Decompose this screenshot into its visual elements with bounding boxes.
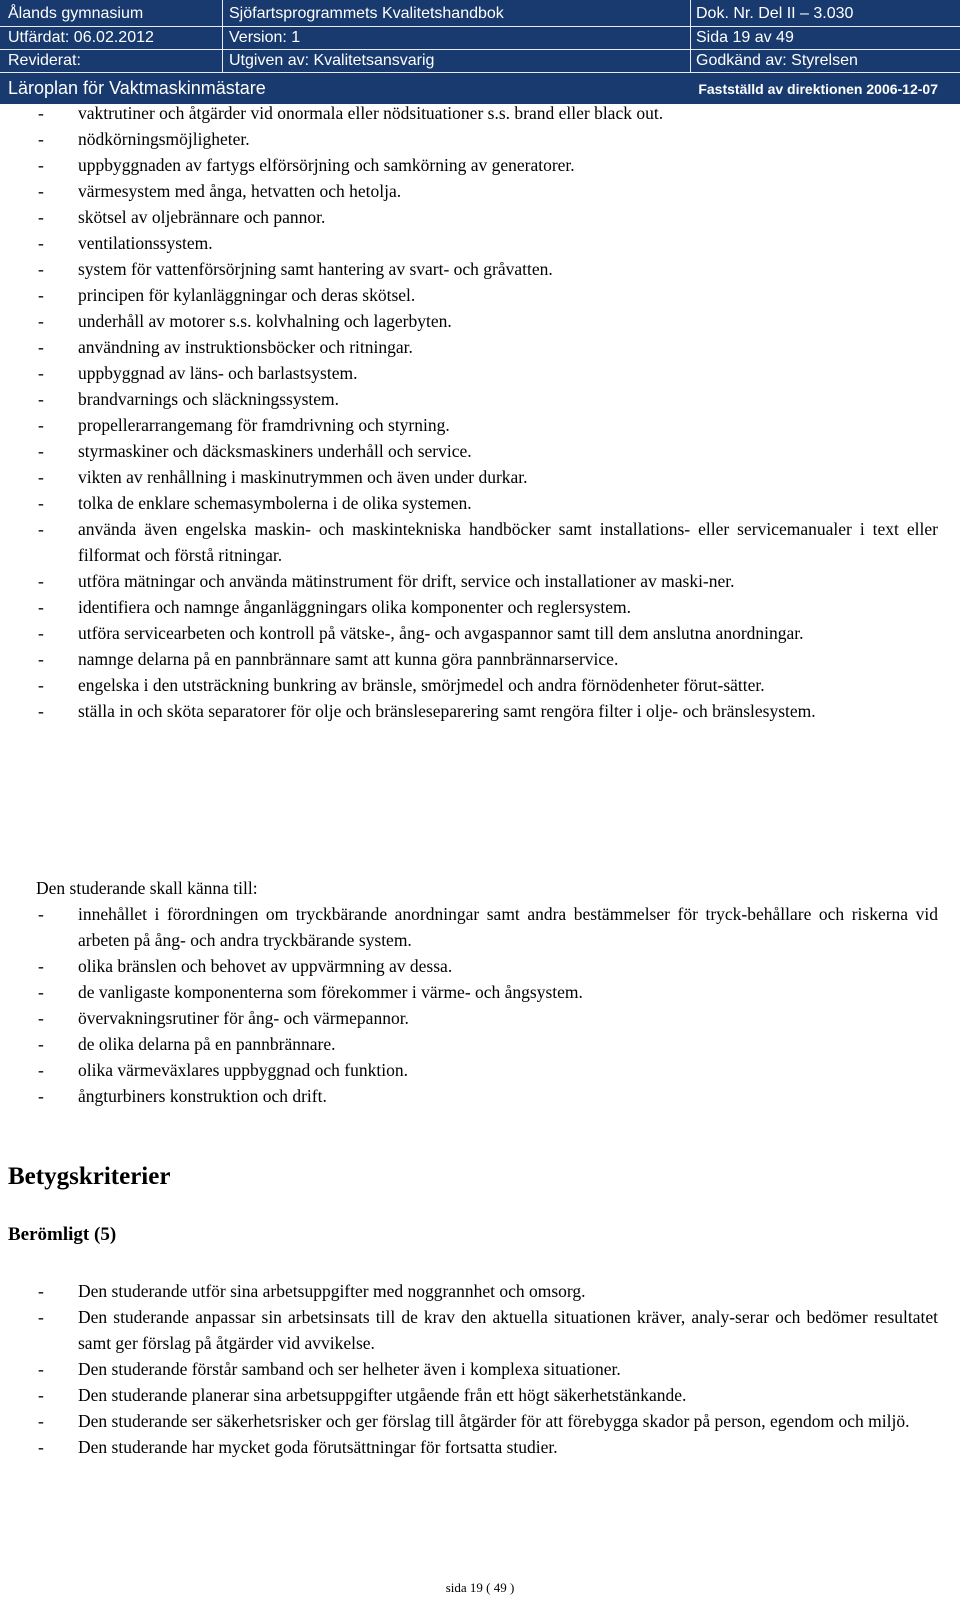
revised: Reviderat: — [8, 52, 81, 69]
list-item: - ventilationssystem. — [0, 230, 960, 256]
list-item: - ångturbiners konstruktion och drift. — [0, 1083, 960, 1109]
header-divider — [0, 72, 960, 73]
list-item: - de vanligaste komponenterna som förekommer i värme- och ångsystem. — [0, 979, 960, 1005]
criteria-list — [0, 1278, 960, 1460]
list-item: - skötsel av oljebrännare och pannor. — [0, 204, 960, 230]
list-item: - Den studerande utför sina arbetsuppgifter med noggrannhet och omsorg. — [0, 1278, 960, 1304]
grade-excellent-heading: Berömligt (5) — [8, 1224, 117, 1245]
list-item: - användning av instruktionsböcker och ritningar. — [0, 334, 960, 360]
list-item: - övervakningsrutiner för ång- och värmepannor. — [0, 1005, 960, 1031]
header-row-2 — [0, 26, 960, 50]
list-item: - identifiera och namnge ånganläggningars olika komponenter och reglersystem. — [0, 594, 960, 620]
grading-criteria-heading: Betygskriterier — [8, 1163, 171, 1190]
list-item: - olika bränslen och behovet av uppvärmning av dessa. — [0, 953, 960, 979]
list-item: - utföra mätningar och använda mätinstrument för drift, service och installationer av maski-ner. — [0, 568, 960, 594]
approved-by: Godkänd av: Styrelsen — [696, 52, 858, 69]
header-column-divider — [222, 0, 223, 72]
list-item: - system för vattenförsörjning samt hantering av svart- och gråvatten. — [0, 256, 960, 282]
handbook-name: Sjöfartsprogrammets Kvalitetshandbok — [229, 5, 504, 22]
version: Version: 1 — [229, 29, 301, 46]
list-item: - tolka de enklare schemasymbolerna i de olika systemen. — [0, 490, 960, 516]
list-item: - vaktrutiner och åtgärder vid onormala eller nödsituationer s.s. brand eller black out. — [0, 100, 960, 126]
list-item: - namnge delarna på en pannbrännare samt att kunna göra pannbrännarservice. — [0, 646, 960, 672]
document-header — [0, 0, 960, 104]
list-item: - styrmaskiner och däcksmaskiners underhåll och service. — [0, 438, 960, 464]
list-item: - uppbyggnaden av fartygs elförsörjning och samkörning av generatorer. — [0, 152, 960, 178]
list-item: - använda även engelska maskin- och maskintekniska handböcker samt installations- eller servicemanualer i text eller filformat och förstå ritningar. — [0, 516, 960, 568]
list-item: - Den studerande anpassar sin arbetsinsats till de krav den aktuella situationen kräver, analy-serar och bedömer resultatet samt ger förslag på åtgärder vid avvikelse. — [0, 1304, 960, 1356]
list-item: - värmesystem med ånga, hetvatten och hetolja. — [0, 178, 960, 204]
list-item: - ställa in och sköta separatorer för olje och bränsleseparering samt rengöra filter i olje- och bränslesystem. — [0, 698, 960, 724]
list-item: - underhåll av motorer s.s. kolvhalning och lagerbyten. — [0, 308, 960, 334]
list-item: - Den studerande ser säkerhetsrisker och ger förslag till åtgärder för att förebygga skador på person, egendom och miljö. — [0, 1408, 960, 1434]
list-item: - de olika delarna på en pannbrännare. — [0, 1031, 960, 1057]
list-item: - propellerarrangemang för framdrivning och styrning. — [0, 412, 960, 438]
established-date: Fastställd av direktionen 2006-12-07 — [698, 81, 938, 97]
issued-by: Utgiven av: Kvalitetsansvarig — [229, 52, 435, 69]
page-footer: sida 19 ( 49 ) — [445, 1580, 515, 1595]
knowledge-intro: Den studerande skall känna till: — [36, 878, 258, 898]
list-item: - nödkörningsmöjligheter. — [0, 126, 960, 152]
list-item: - engelska i den utsträckning bunkring av bränsle, smörjmedel och andra förnödenheter förut-sätter. — [0, 672, 960, 698]
list-item: - Den studerande förstår samband och ser helheter även i komplexa situationer. — [0, 1356, 960, 1382]
list-item: - vikten av renhållning i maskinutrymmen och även under durkar. — [0, 464, 960, 490]
list-item: - olika värmeväxlares uppbyggnad och funktion. — [0, 1057, 960, 1083]
list-item: - innehållet i förordningen om tryckbärande anordningar samt andra bestämmelser för tryck-behållare och riskerna vid arbeten på ång- och andra tryckbärande system. — [0, 901, 960, 953]
school-name: Ålands gymnasium — [8, 5, 144, 22]
header-row-1 — [0, 2, 960, 26]
document-number: Dok. Nr. Del II – 3.030 — [696, 5, 854, 22]
list-item: - uppbyggnad av läns- och barlastsystem. — [0, 360, 960, 386]
page-of-total: Sida 19 av 49 — [696, 29, 794, 46]
header-column-divider — [690, 0, 691, 72]
list-item: - principen för kylanläggningar och deras skötsel. — [0, 282, 960, 308]
list-item: - Den studerande planerar sina arbetsuppgifter utgående från ett högt säkerhetstänkande. — [0, 1382, 960, 1408]
knowledge-list — [0, 901, 960, 1109]
skills-list — [0, 100, 960, 724]
list-item: - utföra servicearbeten och kontroll på vätske-, ång- och avgaspannor samt till dem anslutna anordningar. — [0, 620, 960, 646]
issued-date: Utfärdat: 06.02.2012 — [8, 29, 154, 46]
curriculum-title: Läroplan för Vaktmaskinmästare — [8, 78, 266, 98]
list-item: - Den studerande har mycket goda förutsättningar för fortsatta studier. — [0, 1434, 960, 1460]
header-row-3 — [0, 49, 960, 73]
list-item: - brandvarnings och släckningssystem. — [0, 386, 960, 412]
